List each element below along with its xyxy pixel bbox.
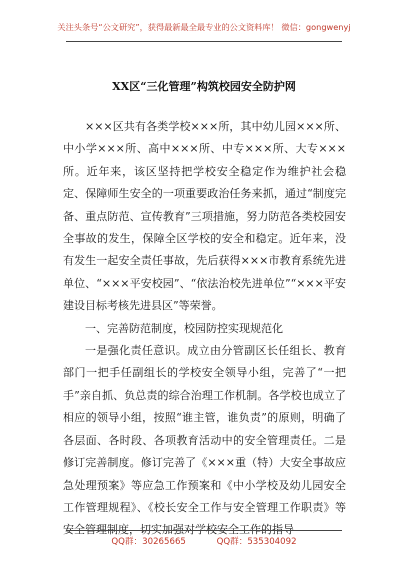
document-title: XX区“三化管理”构筑校园安全防护网 (112, 80, 296, 93)
section-heading-1: 一、完善防范制度，校园防控实现规范化 (85, 321, 283, 335)
footer-qq-group-2: QQ群：535304092 (216, 537, 297, 547)
document-body (63, 116, 346, 542)
paragraph-intro: ×××区共有各类学校×××所，其中幼儿园×××所、中小学×××所、高中×××所、中专×××所、大专×××所。近年来，该区坚持把学校安全稳定作为维护社会稳定、保障师生安全的一项重要政治任务来抓，通过“制度完备、重点防范、宣传教育”三项措施，努力防范各类校园安全事故的发生，保障全区学校的安全和稳定。近年来，没有发生一起安全责任事故，先后获得×××市教育系统先进单位、“×××平安校园”、“依法治校先进单位”“×××平安建设目标考核先进县区”等荣誉。 (63, 120, 346, 313)
header-banner: 关注头条号“公文研究”，获得最新最全最专业的公文资料库！ 微信：gongwenyj (57, 22, 351, 32)
footer-divider (66, 530, 342, 531)
footer (0, 535, 408, 547)
paragraph-section-1: 一是强化责任意识。成立由分管副区长任组长、教育部门一把手任副组长的学校安全领导小组，完善了“一把手”亲自抓、负总责的综合治理工作机制。各学校也成立了相应的领导小组，按照“谁主管，谁负责”的原则，明确了各层面、各时段、各项教育活动中的安全管理责任。二是修订完善制度。修订完善了《×××重（特）大安全事故应急处理预案》等应急工作预案和《中小学校及幼儿园安全工作管理规程》、《校长安全工作与安全管理工作职责》等安全管理制度，切实加强对学校安全工作的指导 (63, 344, 346, 537)
footer-qq-group-1: QQ群：30265665 (111, 537, 186, 547)
header-divider (66, 41, 342, 42)
